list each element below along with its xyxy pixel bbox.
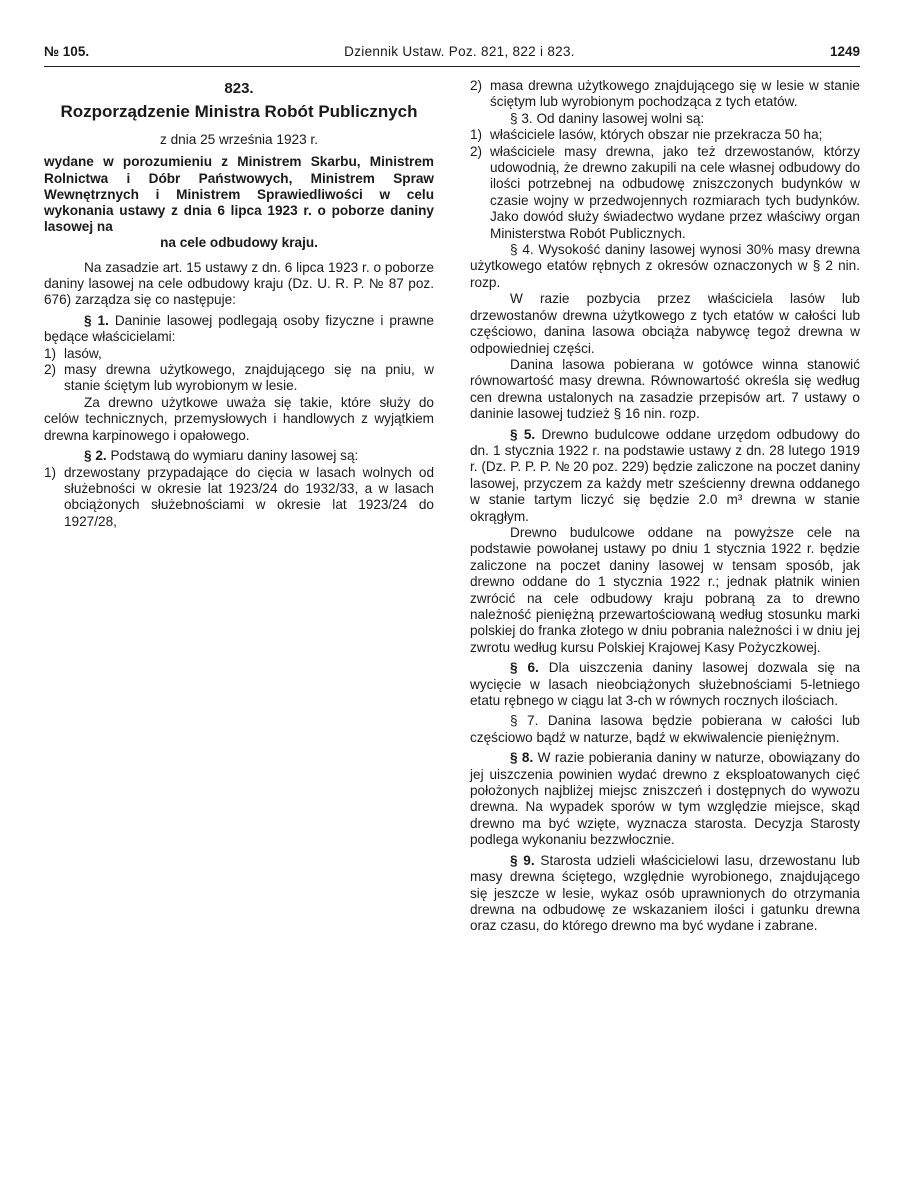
- section-9: [470, 853, 860, 935]
- right-column: [470, 78, 860, 935]
- list-item-number: 1): [44, 345, 57, 361]
- header-rule: [44, 66, 860, 67]
- list-item-number: 2): [470, 78, 483, 93]
- section-8-text: W razie pobierania daniny w naturze, obowiązany do jej uiszczenia powinien wydać drewno z eksploatowanych cięć położonych najbliżej miejsc zniszczeń i dostępnych do wywozu drewna. Na wypadek sporów w tym względzie miejsce, skąd drewno ma być wzięte, wyznacza starosta. Decyzja Starosty podlega wykonaniu bezzwłocznie.: [470, 750, 860, 848]
- issue-number: № 105.: [44, 44, 90, 59]
- section-8-label: § 8.: [510, 750, 534, 766]
- section-9-text: Starosta udzieli właścicielowi lasu, drzewostanu lub masy drewna ściętego, względnie wyrobionego, znajdującego się jeszcze w lesie, wykaz osób uprawnionych do otrzymania drewna na odbudowę ze wskazaniem ilości i gatunku drewna oraz czasu, do którego drewno ma być wydane i zabrane.: [470, 852, 860, 934]
- journal-title: Dziennik Ustaw. Poz. 821, 822 i 823.: [344, 44, 575, 59]
- list-item-text: właściciele lasów, których obszar nie przekracza 50 ha;: [490, 127, 823, 143]
- page-header: [44, 44, 860, 60]
- section-5-paragraph-2: Drewno budulcowe oddane na powyższe cele na podstawie powołanej ustawy po dniu 1 stycznia 1922 r. będzie zaliczone na poczet daniny lasowej w tensam sposób, jak drewno oddane do 1 stycznia 1922 r.; jednak płatnik winien zwrócić na cele odbudowy kraju pobraną za to drewno należność pieniężną przewartościowaną według stosunku marki polskiej do franka złotego w dniu pobrania należności i w dniu jej zwrotu według kursu Polskiej Krajowej Kasy Pożyczkowej.: [470, 524, 860, 655]
- list-item-number: 1): [44, 464, 57, 480]
- section-2: [44, 448, 434, 464]
- decree-number: 823.: [224, 80, 254, 97]
- section-9-label: § 9.: [510, 852, 535, 868]
- section-4-paragraph-3: Danina lasowa pobierana w gotówce winna stanowić równowartość masy drewna. Równowartość określa się według cen drewna ustalonych na zasadzie przepisów art. 7 ustawy o daninie lasowej tudzież § 16 nin. rozp.: [470, 356, 860, 422]
- list-item: [44, 362, 434, 395]
- preamble: Na zasadzie art. 15 ustawy z dn. 6 lipca 1923 r. o poborze daniny lasowej na cele odbudowy kraju (Dz. U. R. P. № 87 poz. 676) zarządza się co następuje:: [44, 259, 434, 308]
- section-4-paragraph-2: W razie pozbycia przez właściciela lasów lub drzewostanów drewna użytkowego z tych etatów w całości lub częściowo, danina lasowa obciąża nabywcę tegoż drewna w odpowiedniej części.: [470, 291, 860, 356]
- decree-date: z dnia 25 września 1923 r.: [160, 132, 318, 147]
- section-4: [470, 242, 860, 291]
- section-1-paragraph: Za drewno użytkowe uważa się takie, które służy do celów technicznych, przemysłowych i handlowych z wyjątkiem drewna karpinowego i opałowego.: [44, 394, 434, 443]
- list-item-number: 1): [470, 127, 483, 143]
- section-5-text: Drewno budulcowe oddane urzędom odbudowy do dn. 1 stycznia 1922 r. na podstawie ustawy z dn. 28 lutego 1919 r. (Dz. P. P. P. № 20 poz. 229) będzie zaliczone na poczet daniny lasowej, przyczem za każdy metr sześcienny drewna oddanego w stanie tartym liczyć się będzie 2.0 m³ drewna w stanie okrągłym.: [470, 426, 860, 524]
- section-1-text: Daninie lasowej podlegają osoby fizyczne i prawne będące właścicielami:: [44, 312, 434, 345]
- list-item: [44, 346, 434, 362]
- section-4-label: § 4.: [510, 242, 534, 258]
- section-7-label: § 7.: [510, 713, 539, 729]
- section-6-label: § 6.: [510, 660, 539, 676]
- section-4-text: Wysokość daniny lasowej wynosi 30% masy drewna użytkowego etatów rębnych z okresów oznaczonych w § 2 nin. rozp.: [470, 242, 860, 290]
- list-item-number: 2): [470, 143, 483, 159]
- list-item-text: drzewostany przypadające do cięcia w lasach wolnych od służebności w okresie lat 1923/24 do 1932/33, a w lasach obciążonych służebnościami w okresie lat 1923/24 do 1927/28,: [64, 464, 434, 529]
- section-3-label: § 3.: [510, 110, 533, 126]
- section-2-text: Podstawą do wymiaru daniny lasowej są:: [110, 448, 359, 464]
- section-7-text: Danina lasowa będzie pobierana w całości lub częściowo bądź w naturze, bądź w ekwiwalencie pieniężnym.: [470, 713, 860, 745]
- list-item-text: masa drewna użytkowego znajdującego się w lesie w stanie ściętym lub wyrobionym pochodząca z tych etatów.: [490, 78, 860, 110]
- section-6-text: Dla uiszczenia daniny lasowej dozwala się na wycięcie w lasach nieobciążonych służebnościami 5-letniego etatu rębnego w ciągu lat 3-ch w równych rocznych ilościach.: [470, 660, 860, 709]
- section-6: [470, 660, 860, 709]
- decree-subtitle: [44, 154, 434, 251]
- section-1: [44, 313, 434, 346]
- list-item-text: właściciele masy drewna, jako też drzewostanów, którzy udowodnią, że drewno zakupili na cele własnej odbudowy do ilości potrzebnej na odbudowę zniszczonych budynków w czasie wojny w przedwojennych rozmiarach tych budynków. Jako dowód służy świadectwo wydane przez właściwy organ Ministerstwa Robót Publicznych.: [490, 143, 860, 241]
- section-7: [470, 713, 860, 746]
- list-item-number: 2): [44, 362, 57, 378]
- list-item-text: masy drewna użytkowego, znajdującego się na pniu, w stanie ściętym lub wyrobionym w lesie.: [64, 362, 434, 394]
- page-number: 1249: [829, 44, 860, 59]
- section-3: [470, 111, 860, 127]
- section-5-label: § 5.: [510, 426, 536, 442]
- list-item: [44, 465, 434, 531]
- section-8: [470, 750, 860, 848]
- section-1-label: § 1.: [84, 312, 109, 328]
- list-item: [470, 78, 860, 111]
- decree-title: Rozporządzenie Ministra Robót Publicznych: [60, 102, 418, 121]
- decree-subtitle-end: na cele odbudowy kraju.: [160, 235, 318, 251]
- left-column: [44, 78, 434, 530]
- list-item: [470, 144, 860, 242]
- list-item: [470, 127, 860, 143]
- section-3-text: Od daniny lasowej wolni są:: [536, 110, 705, 126]
- decree-subtitle-text: wydane w porozumieniu z Ministrem Skarbu, Ministrem Rolnictwa i Dóbr Państwowych, Ministrem Spraw Wewnętrznych i Ministrem Sprawiedliwości w celu wykonania ustawy z dnia 6 lipca 1923 r. o poborze daniny lasowej na: [44, 154, 434, 235]
- section-2-label: § 2.: [84, 448, 107, 464]
- list-item-text: lasów,: [64, 345, 102, 361]
- section-5: [470, 427, 860, 525]
